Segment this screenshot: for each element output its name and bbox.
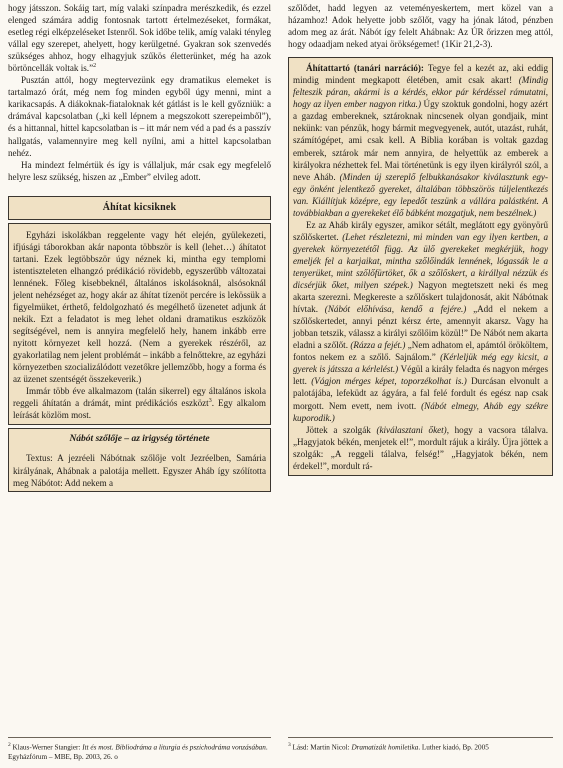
- paragraph: szőlődet, hadd legyen az veteményeskertem, mert közel van a házamhoz! Adok helyette jobb szőlőt, vagy ha jónak látod, pénzben adom meg az árát. Nábót így felelt Ahábnak: Az ÚR őrizzen meg attól, hogy odaadjam neked atyai örökségemet! (1Kir 21,2-3).: [288, 3, 553, 50]
- paragraph: [8, 2, 271, 74]
- footnote-title: Itt és most. Bibliodráma a liturgia és pszichodráma vonzásában: [82, 743, 266, 752]
- footnote-3: [288, 737, 553, 753]
- narration-text: , hogy a vacsora tálalva. „Hagyjatok békén, menjetek el!”, mordult rájuk a király. Újra jöttek a szolgák: „A reggeli tálalva, felség!” „Hagyjatok békén, nem érdekel!”, mordult rá-: [293, 424, 549, 471]
- paragraph: Egyházi iskolákban reggelente vagy hét elején, gyülekezeti, ifjúsági táborokban akár naponta többször is kell (lehet…) áhítatot tartani. Ezek legtöbbször úgy néznek ki, mintha egy templomi istentiszteleten elhangzó prédikáció rövidebb, egyszerűbb változatai lennének. Főleg kisebbeknél, általános iskolásoknál, alsósoknál jelent nehézséget az, hogy akár az áhítat tízenöt percére is lekössük a figyelmüket, érthető, feldolgozható és megélhető üzenetet adjunk át nekik. Ezt a feladatot is meg lehet oldani dramatikus eszközök segítségével, nem is annyira megfelelő hely, hanem inkább erre nyitott környezet kell hozzá. (Nem a gyerekek részéről, az gyakorlatilag nem jelent problémát – inkább a felnőttekre, az egyházi környezetben szocializálódott vezetőkre jellemzőbb, hogy a forma és az üzenet szentségét összekeverik.): [13, 229, 266, 385]
- narration-label: Áhítattartó (tanári narráció):: [306, 63, 428, 74]
- paragraph: Pusztán attól, hogy megtervezünk egy dramatikus elemeket is tartalmazó órát, még nem fog minden egyből úgy menni, mint a karikacsapás. A diákoknak-fiataloknak két gátlást is le kell győzniük: a drámával kapcsolatban („ki kell lépnem a megszokott szerepeimből”), és a hittannal, hittel kapcsolatban is – itt már nem véd a pad és a passzív hallgatás, valamennyire meg kell nyílni, ami a hittel kapcsolatban nehéz.: [8, 75, 271, 158]
- narration-text: „Add el nekem a szőlőskertedet, annyi pénzt kérsz érte, amennyit akarsz. Vagy ha jobban tetszik, válassz a királyi szőlőim közül!” De Nábót nem akarta eladni a szőlőt.: [293, 304, 548, 351]
- footnote-title: Dramatizált homiletika: [351, 743, 419, 752]
- paragraph: Textus: A jezréeli Nábótnak szőlője volt Jezréelben, Samária királyának, Ahábnak a palotája mellett. Egyszer Aháb így szólította meg Nábótot: Add nekem a: [13, 453, 266, 488]
- stage-direction: (Minden új szereplő felbukkanásakor kiválasztunk egy-egy önként jelentkező gyereket, általában többszörös túljelentkezés van. Kiállítjuk középre, egy lepedőt teszünk a vállára palástként. A továbbiakban a gyerekeket élő bábként mozgatjuk, nem beszélnek.): [293, 171, 548, 218]
- devotion-box-title: [8, 196, 271, 220]
- stage-direction: (kiválasztani őket): [376, 424, 447, 435]
- paragraph-text: Immár több éve alkalmazom (talán sikerrel) egy általános iskola reggeli áhítatán a drámát, mint prédikációs eszközt: [13, 386, 266, 409]
- paragraph-text: . Egy alkalom leírását közlöm most.: [13, 398, 266, 421]
- stage-direction: (Lehet részletezni, mi minden van egy ilyen kertben, a gyerekek környezetétől függ. Az ülő gyerekeket megkérjük, hogy emeljék fel a karjaikat, mintha szőlőindák lennének, lógassák le a tenyerüket, mint szőlőfürtöket, ők a szőlőskert, a királlyal nézzük és dicsérjük őket, milyen szépek.): [293, 231, 548, 291]
- narration-text: „Nem adhatom el, apámtól örököltem, fontos nekem ez a szőlő. Sajnálom.”: [293, 340, 548, 363]
- left-column: [8, 2, 271, 492]
- paragraph-text: hogy játsszon. Sokáig tart, míg valaki színpadra merészkedik, és ezzel elenged számára addig fontosnak tartott értelmezéseket, formákat, esetleg régi elképzeléseket Istenről. Sok időbe telik, amíg valaki tényleg vállal egy szerepet, ahelyett, hogy kerülgetné. Gyakran sok szenvedés szükséges ahhoz, hogy elhagyjuk szűkös életterünket, még ha azok börtöncellák voltak is.”: [8, 3, 271, 74]
- footnote-ref: 2: [93, 63, 97, 70]
- right-column: [288, 2, 553, 476]
- stage-direction: (Rázza a fejét.): [350, 340, 408, 351]
- footnote-number: 3: [288, 742, 291, 748]
- narration-text: Ez az Aháb király egyszer, amikor sétált, meglátott egy gyönyörű szőlőskertet.: [293, 219, 548, 242]
- footnote-text: Lásd: Martin Nicol:: [292, 743, 352, 752]
- paragraph: Ha mindezt felmértük és így is vállaljuk, már csak egy megfelelő helyre lesz szükség, hiszen az „Ember” elvileg adott.: [8, 159, 271, 182]
- narration-paragraph: [293, 62, 548, 219]
- narration-box: [288, 57, 553, 476]
- stage-direction: (Nábót elmegy, Aháb egy székre kuporodik.): [293, 400, 548, 423]
- footnote-ref: 3: [208, 398, 212, 405]
- narration-text: Nagyon megtetszett neki és meg akarta szerezni. Megkereste a szőlőskert tulajdonosát, akit Nábótnak hívtak.: [293, 280, 548, 315]
- footnote-text: . Egyházfórum – MBE, Bp. 2003, 26. o: [8, 743, 268, 761]
- story-subtitle: Nábót szőlője – az irigység története: [69, 434, 210, 445]
- paragraph: [13, 385, 266, 421]
- stage-direction: (Kérleljük még egy kicsit, a gyerek is játssza a kérlelést.): [293, 352, 548, 375]
- footnote-text: Klaus-Werner Stangier:: [12, 743, 83, 752]
- narration-text: Végül a király feladta és nagyon mérges lett.: [293, 364, 548, 387]
- story-box: [8, 428, 271, 491]
- stage-direction: (Vágjon mérges képet, toporzékolhat is.): [311, 376, 472, 387]
- narration-paragraph: [293, 219, 548, 424]
- devotion-box: [8, 223, 271, 426]
- narration-text: Úgy szoktuk gondolni, hogy azért a gazdag embereknek, sztároknak nincsenek olyan gondjaik, mint nekünk: van pénzük, hogy bármit megvegyenek, autót, utazást, ruhát, számítógépet, ami csak kell. A Bibliа korában is voltak gazdag emberek, sztárok már nem annyira, de helyettük az emberek a királyokra nézhettek fel. Mai történetünk is egy ilyen királyról szól, a neve Aháb.: [293, 99, 548, 182]
- footnote-number: 2: [8, 742, 11, 748]
- narration-content: [293, 62, 548, 472]
- narration-text: Jöttek a szolgák: [306, 424, 377, 435]
- narration-paragraph: [293, 424, 548, 472]
- footnote-2: [8, 737, 271, 762]
- stage-direction: (Mindig felteszik páran, akármi is a kérdés, ekkor pár kérdéssel rámutatni, hogy az ilyen ember nagyon ritka.): [293, 75, 548, 110]
- narration-text: Tegye fel a kezét az, aki eddig mindig mindent megkapott életében, amit csak akart!: [293, 63, 548, 86]
- box-title: Áhítat kicsiknek: [102, 201, 177, 213]
- footnote-text: . Luther kiadó, Bp. 2005: [418, 743, 489, 752]
- stage-direction: (Nábót előhívása, kendő a fejére.): [324, 304, 474, 315]
- narration-text: Durcásan elvonult a palotájába, lefeküdt az ágyára, a fal felé fordult és egész nap csak morgott. Nem evett, nem ivott.: [293, 376, 548, 411]
